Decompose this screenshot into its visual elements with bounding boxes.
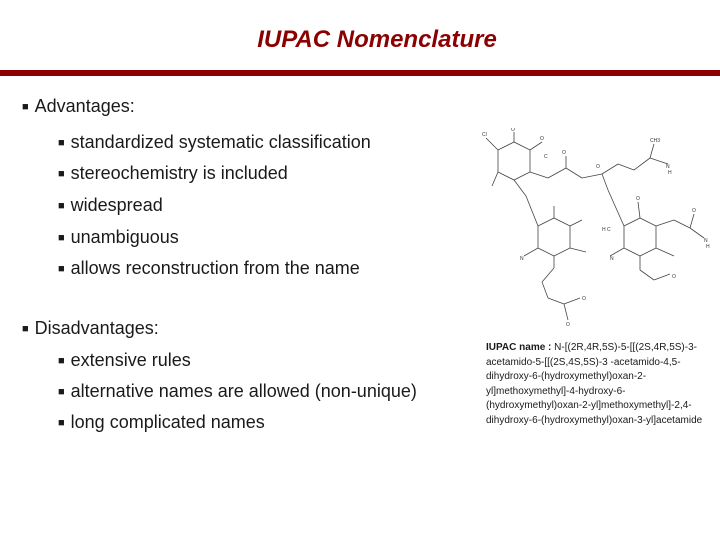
square-bullet-icon: ■ [58,355,65,367]
square-bullet-icon: ■ [58,263,65,275]
svg-text:H: H [706,244,710,250]
list-item: ■ extensive rules [58,350,191,370]
iupac-name-value: N-[(2R,4R,5S)-5-[[(2S,4R,5S)-3-acetamido-5-[[(2S,4S,5S)-3 -acetamido-4,5-dihydroxy-6-(hydroxymethyl)oxan-2-yl]methoxymethyl]-4-hydroxy-6-(hydroxymethyl)oxan-2-yl]methoxymethyl]-2,4-dihydroxy-6-(hydroxymethyl)oxan-3-yl]acetamide [486,342,703,426]
square-bullet-icon: ■ [58,168,65,180]
iupac-name-label: IUPAC name : [486,342,552,353]
svg-text:O: O [636,196,640,202]
svg-text:O: O [582,296,586,302]
list-item: ■ allows reconstruction from the name [58,258,360,278]
square-bullet-icon: ■ [58,200,65,212]
svg-text:N: N [704,238,708,244]
disadvantages-heading: ■ Disadvantages: [22,318,159,338]
ring-2 [538,218,570,256]
advantages-label: Advantages [34,96,130,116]
svg-text:N: N [610,256,614,262]
iupac-name-text [486,341,716,428]
list-item: ■ long complicated names [58,412,265,432]
svg-text:O: O [566,322,570,328]
square-bullet-icon: ■ [22,101,29,113]
square-bullet-icon: ■ [58,386,65,398]
svg-text:O: O [596,164,600,170]
svg-text:O: O [562,150,566,156]
svg-text:N: N [666,164,670,170]
list-item: ■ unambiguous [58,227,179,247]
svg-text:O: O [692,208,696,214]
svg-text:O: O [511,128,515,133]
list-item: ■ stereochemistry is included [58,163,288,183]
svg-text:CH3: CH3 [650,138,661,144]
svg-text:C: C [544,154,548,160]
title-divider [0,70,720,76]
svg-text:O: O [672,274,676,280]
svg-text:H: H [668,170,672,176]
square-bullet-icon: ■ [58,417,65,429]
disadvantages-label: Disadvantages [34,318,154,338]
svg-text:Cl: Cl [482,132,487,138]
slide-title: IUPAC Nomenclature [257,26,497,53]
square-bullet-icon: ■ [58,232,65,244]
svg-text:H C: H C [602,227,611,233]
list-item: ■ standardized systematic classification [58,132,371,152]
ring-3 [624,218,656,256]
square-bullet-icon: ■ [22,323,29,335]
svg-text:O: O [540,136,544,142]
svg-text:N: N [520,256,524,262]
square-bullet-icon: ■ [58,137,65,149]
list-item: ■ alternative names are allowed (non-unique) [58,381,417,401]
advantages-heading: ■ Advantages: [22,96,135,116]
list-item: ■ widespread [58,195,163,215]
molecule-structure-diagram [478,128,718,328]
ring-1 [498,142,530,180]
